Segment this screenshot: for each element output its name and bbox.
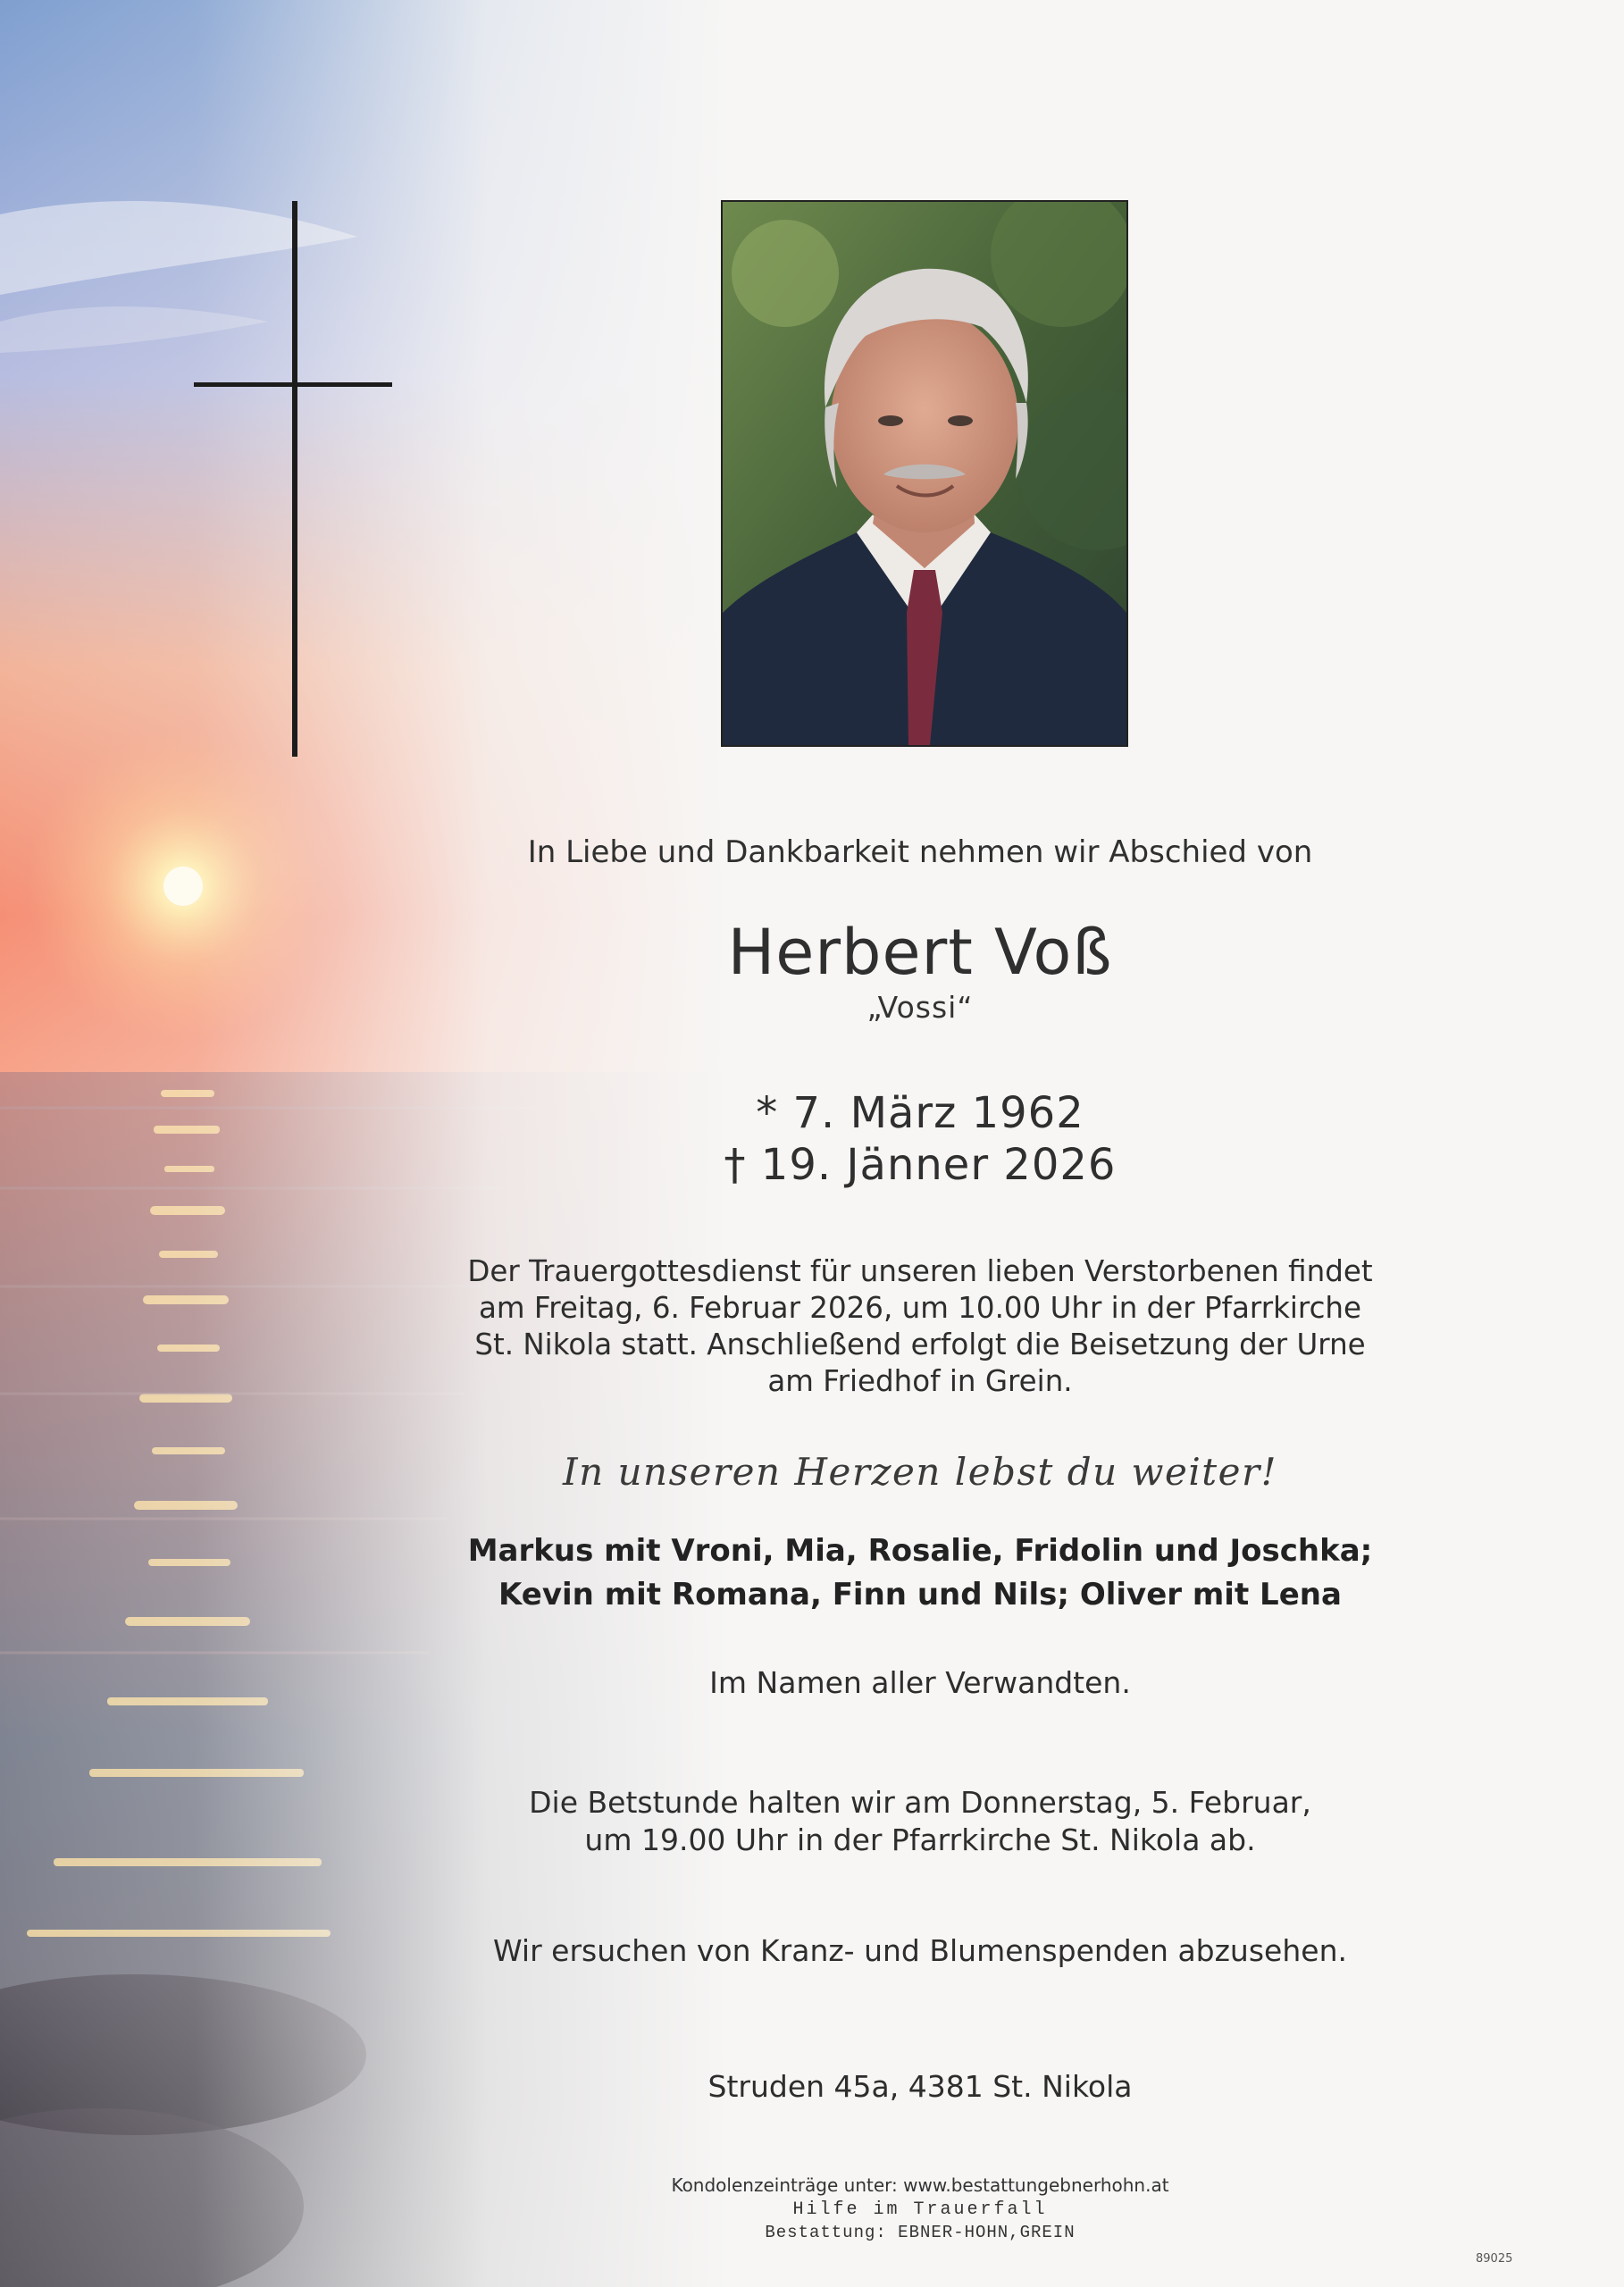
condolences-link: Kondolenzeinträge unter: www.bestattungebnerhohn.at — [671, 2174, 1169, 2196]
prayer-line: um 19.00 Uhr in der Pfarrkirche St. Nikola ab. — [584, 1822, 1256, 1857]
address: Struden 45a, 4381 St. Nikola — [707, 2069, 1133, 2104]
family-line: Kevin mit Romana, Finn und Nils; Oliver mit Lena — [498, 1577, 1342, 1613]
undertaker-name: Bestattung: EBNER-HOHN,GREIN — [765, 2223, 1076, 2242]
portrait-illustration — [723, 202, 1126, 745]
deceased-name: Herbert Voß — [727, 916, 1113, 989]
cross-horizontal-bar — [194, 382, 392, 387]
service-line: Der Trauergottesdienst für unseren lieben Verstorbenen findet — [467, 1254, 1373, 1288]
family-names — [0, 1529, 1624, 1617]
print-code: 89025 — [1476, 2252, 1513, 2266]
service-line: am Friedhof in Grein. — [767, 1364, 1073, 1398]
cross-vertical-bar — [292, 201, 297, 757]
donations-notice: Wir ersuchen von Kranz- und Blumenspenden abzusehen. — [493, 1933, 1347, 1968]
portrait-photo — [721, 200, 1128, 747]
service-line: am Freitag, 6. Februar 2026, um 10.00 Uhr in der Pfarrkirche — [478, 1291, 1362, 1325]
service-line: St. Nikola statt. Anschließend erfolgt die Beisetzung der Urne — [474, 1328, 1366, 1361]
motto: In unseren Herzen lebst du weiter! — [563, 1450, 1277, 1494]
intro-text: In Liebe und Dankbarkeit nehmen wir Abschied von — [527, 834, 1313, 870]
funeral-service-text — [0, 1253, 1624, 1400]
relatives-text: Im Namen aller Verwandten. — [709, 1665, 1131, 1700]
prayer-line: Die Betstunde halten wir am Donnerstag, 5. Februar, — [529, 1785, 1311, 1820]
birth-date: * 7. März 1962 — [756, 1088, 1084, 1138]
death-date: † 19. Jänner 2026 — [724, 1140, 1117, 1190]
family-line: Markus mit Vroni, Mia, Rosalie, Fridolin und Joschka; — [467, 1533, 1373, 1569]
help-tagline: Hilfe im Trauerfall — [792, 2199, 1048, 2220]
prayer-hour-text — [0, 1784, 1624, 1859]
nickname: „Vossi“ — [866, 990, 974, 1025]
